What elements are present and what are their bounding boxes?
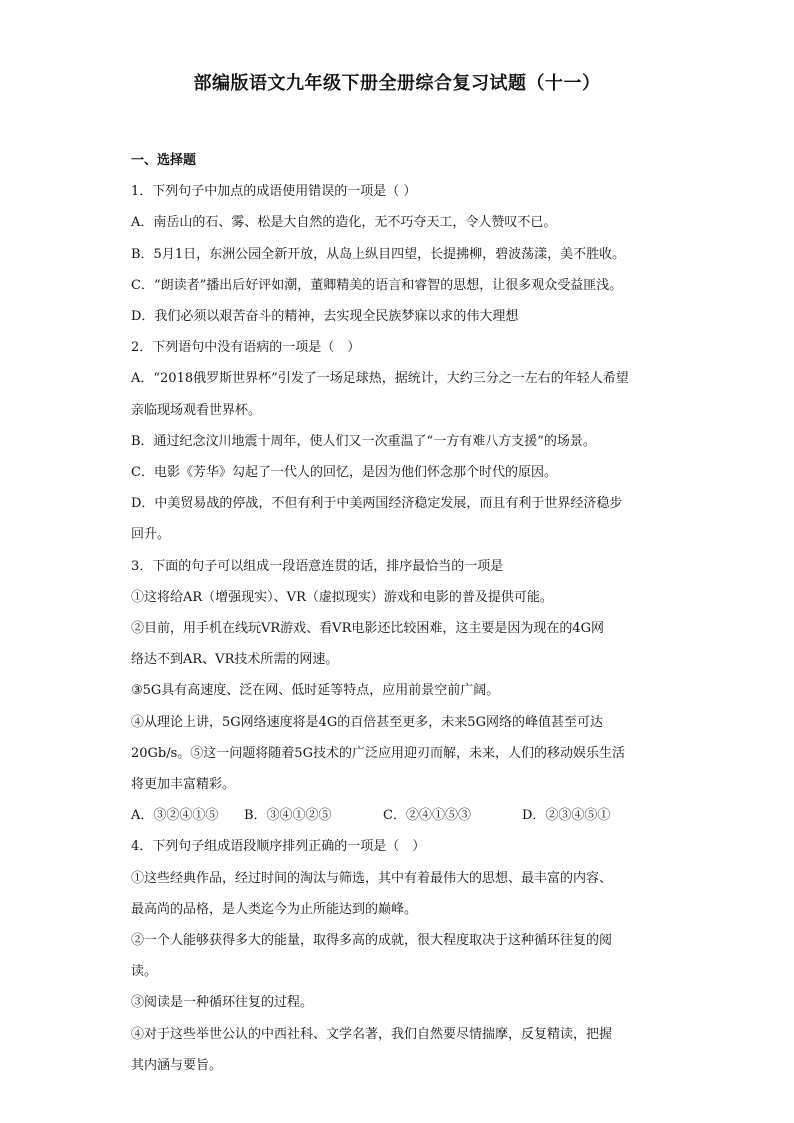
- q3-option-c: C．②④①⑤③: [383, 808, 471, 824]
- q2-option-c: C．电影《芳华》勾起了一代人的回忆，是因为他们怀念那个时代的原因。: [131, 465, 557, 481]
- q4-stem: 4．下列句子组成语段顺序排列正确的一项是（ ）: [131, 839, 426, 855]
- q1-option-a: A．南岳山的石、雾、松是大自然的造化，无不巧夺天工，令人赞叹不已。: [131, 215, 557, 231]
- q3-sentence-1: ①这将给AR（增强现实）、VR（虚拟现实）游戏和电影的普及提供可能。: [131, 589, 553, 605]
- q1-option-d: D．我们必须以艰苦奋斗的精神，去实现全民族梦寐以求的伟大理想: [131, 309, 519, 325]
- q4-sentence-4: ④对于这些举世公认的中西社科、文学名著，我们自然要尽情揣摩，反复精读，把握: [131, 1026, 613, 1042]
- exam-content: [131, 145, 665, 1081]
- q2-option-d: D．中美贸易战的停战，不但有利于中美两国经济稳定发展，而且有利于世界经济稳步: [131, 496, 623, 512]
- q3-sentence-5-cont: 将更加丰富精彩。: [131, 777, 236, 793]
- q3-sentence-4-5: 20Gb/s。⑤这一问题将随着5G技术的广泛应用迎刃而解，未来，人们的移动娱乐生活: [131, 745, 625, 761]
- section-heading: 一、选择题: [131, 153, 197, 168]
- q3-sentence-3: ③5G具有高速度、泛在网、低时延等特点，应用前景空前广阔。: [131, 683, 500, 699]
- q4-sentence-1: ①这些经典作品，经过时间的淘汰与筛选，其中有着最伟大的思想、最丰富的内容、: [131, 870, 613, 886]
- q3-sentence-2: ②目前，用手机在线玩VR游戏、看VR电影还比较困难，这主要是因为现在的4G网: [131, 621, 605, 637]
- q2-option-a-cont: 亲临现场观看世界杯。: [131, 402, 262, 418]
- q3-stem: 3．下面的句子可以组成一段语意连贯的话，排序最恰当的一项是: [131, 558, 504, 574]
- q2-option-d-cont: 回升。: [131, 527, 171, 543]
- q2-option-b: B．通过纪念汶川地震十周年，使人们又一次重温了“一方有难八方支援”的场景。: [131, 433, 596, 449]
- q3-sentence-2-cont: 络达不到AR、VR技术所需的网速。: [131, 652, 339, 668]
- q4-sentence-3: ③阅读是一种循环往复的过程。: [131, 995, 314, 1011]
- q2-stem: 2．下列语句中没有语病的一项是（ ）: [131, 340, 361, 356]
- q4-sentence-2-cont: 读。: [131, 964, 158, 980]
- q2-option-a: A．“2018俄罗斯世界杯”引发了一场足球热，据统计，大约三分之一左右的年轻人希望: [131, 371, 629, 387]
- page-title: 部编版语文九年级下册全册综合复习试题（十一）: [193, 73, 601, 94]
- q3-options: [131, 800, 665, 831]
- q3-sentence-4: ④从理论上讲，5G网络速度将是4G的百倍甚至更多，未来5G网络的峰值甚至可达: [131, 714, 603, 730]
- q1-option-c: C．“朗读者”播出后好评如潮，董卿精美的语言和睿智的思想，让很多观众受益匪浅。: [131, 277, 623, 293]
- q1-option-b: B．5月1日，东洲公园全新开放，从岛上纵目四望，长提拂柳，碧波荡漾，美不胜收。: [131, 246, 626, 262]
- q4-sentence-4-cont: 其内涵与要旨。: [131, 1057, 223, 1073]
- q4-sentence-2: ②一个人能够获得多大的能量，取得多高的成就，很大程度取决于这种循环往复的阅: [131, 933, 613, 949]
- q3-option-d: D．②③④⑤①: [522, 808, 611, 824]
- q3-option-b: B．③④①②⑤: [244, 808, 332, 824]
- q4-sentence-1-cont: 最高尚的品格，是人类迄今为止所能达到的巅峰。: [131, 901, 418, 917]
- q3-option-a: A．③②④①⑤: [131, 808, 219, 824]
- q1-stem: 1．下列句子中加点的成语使用错误的一项是（ ）: [131, 184, 417, 200]
